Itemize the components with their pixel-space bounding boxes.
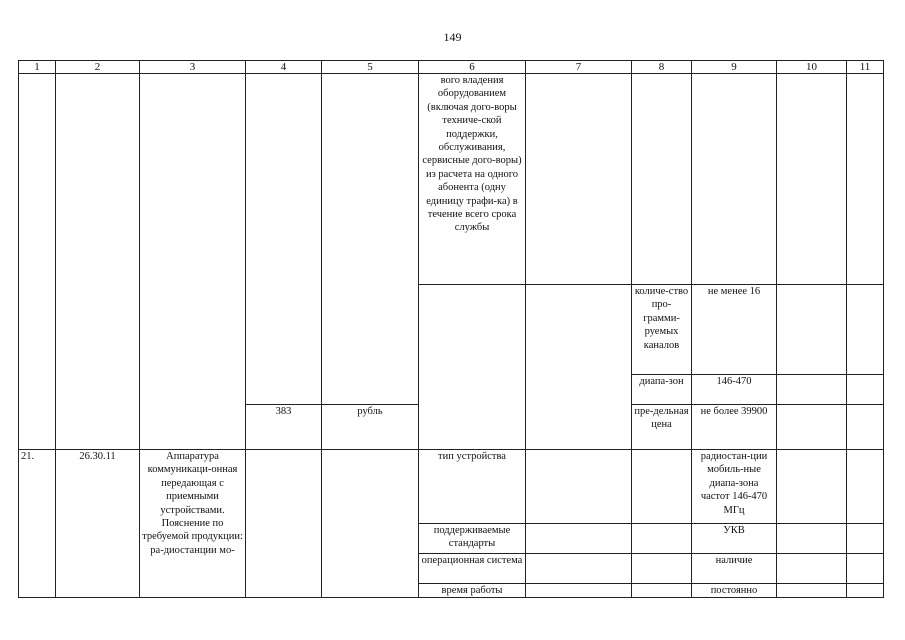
cell-empty bbox=[322, 450, 419, 598]
characteristic-name-cell: диапа-зон bbox=[632, 375, 692, 405]
cell-empty bbox=[777, 74, 847, 285]
cell-empty bbox=[322, 74, 419, 405]
table-row bbox=[19, 74, 884, 285]
cell-empty bbox=[632, 74, 692, 285]
cell-empty bbox=[56, 74, 140, 450]
cell-empty bbox=[847, 375, 884, 405]
cell-empty bbox=[419, 285, 526, 450]
cell-empty bbox=[847, 74, 884, 285]
characteristic-name-cell: время работы bbox=[419, 584, 526, 598]
header-cell: 7 bbox=[526, 61, 632, 74]
cell-empty bbox=[847, 450, 884, 524]
characteristic-name-cell: количе-ство про-грамми-руемых каналов bbox=[632, 285, 692, 375]
header-cell: 2 bbox=[56, 61, 140, 74]
characteristic-value-cell: постоянно bbox=[692, 584, 777, 598]
header-cell: 4 bbox=[246, 61, 322, 74]
cell-empty bbox=[526, 524, 632, 554]
header-cell: 5 bbox=[322, 61, 419, 74]
cell-empty bbox=[847, 405, 884, 450]
page-number: 149 bbox=[443, 30, 462, 44]
header-cell: 6 bbox=[419, 61, 526, 74]
cell-empty bbox=[777, 405, 847, 450]
cell-empty bbox=[777, 375, 847, 405]
cell-empty bbox=[777, 285, 847, 375]
characteristic-name-cell: вого владения оборудованием (включая дого-воры техниче-ской поддержки, обслуживания, сервисные дого-воры) из расчета на одного абонента (одну единицу трафи-ка) в течение всего срока службы bbox=[419, 74, 526, 285]
characteristic-value-cell: не менее 16 bbox=[692, 285, 777, 375]
header-cell: 9 bbox=[692, 61, 777, 74]
cell-empty bbox=[632, 524, 692, 554]
cell-empty bbox=[140, 74, 246, 450]
header-row bbox=[19, 61, 884, 74]
cell-empty bbox=[526, 285, 632, 450]
characteristic-name-cell: тип устройства bbox=[419, 450, 526, 524]
cell-empty bbox=[246, 450, 322, 598]
header-cell: 8 bbox=[632, 61, 692, 74]
okpd2-code-cell: 26.30.11 bbox=[56, 450, 140, 598]
characteristic-value-cell: УКВ bbox=[692, 524, 777, 554]
cell-empty bbox=[777, 524, 847, 554]
cell-empty bbox=[777, 584, 847, 598]
cell-empty bbox=[692, 74, 777, 285]
table-row bbox=[19, 450, 884, 524]
cell-empty bbox=[777, 554, 847, 584]
header-cell: 10 bbox=[777, 61, 847, 74]
cell-empty bbox=[632, 584, 692, 598]
cell-empty bbox=[19, 74, 56, 450]
cell-empty bbox=[847, 524, 884, 554]
cell-empty bbox=[632, 554, 692, 584]
header-cell: 11 bbox=[847, 61, 884, 74]
okei-code-cell: 383 bbox=[246, 405, 322, 450]
characteristic-value-cell: радиостан-ции мобиль-ные диапа-зона частот 146-470 МГц bbox=[692, 450, 777, 524]
header-cell: 1 bbox=[19, 61, 56, 74]
cell-empty bbox=[847, 554, 884, 584]
cell-empty bbox=[847, 584, 884, 598]
item-number-cell: 21. bbox=[19, 450, 56, 598]
cell-empty bbox=[847, 285, 884, 375]
product-name-cell: Аппаратура коммуникаци-онная передающая с приемными устройствами. Пояснение по требуемой продукции: ра-диостанции мо- bbox=[140, 450, 246, 598]
characteristic-name-cell: поддерживаемые стандарты bbox=[419, 524, 526, 554]
characteristic-value-cell: 146-470 bbox=[692, 375, 777, 405]
spec-table bbox=[18, 60, 884, 598]
characteristic-value-cell: наличие bbox=[692, 554, 777, 584]
characteristic-name-cell: операционная система bbox=[419, 554, 526, 584]
unit-name-cell: рубль bbox=[322, 405, 419, 450]
cell-empty bbox=[777, 450, 847, 524]
cell-empty bbox=[246, 74, 322, 405]
cell-empty bbox=[526, 554, 632, 584]
characteristic-value-cell: не более 39900 bbox=[692, 405, 777, 450]
cell-empty bbox=[632, 450, 692, 524]
cell-empty bbox=[526, 74, 632, 285]
header-cell: 3 bbox=[140, 61, 246, 74]
cell-empty bbox=[526, 584, 632, 598]
characteristic-name-cell: пре-дельная цена bbox=[632, 405, 692, 450]
cell-empty bbox=[526, 450, 632, 524]
